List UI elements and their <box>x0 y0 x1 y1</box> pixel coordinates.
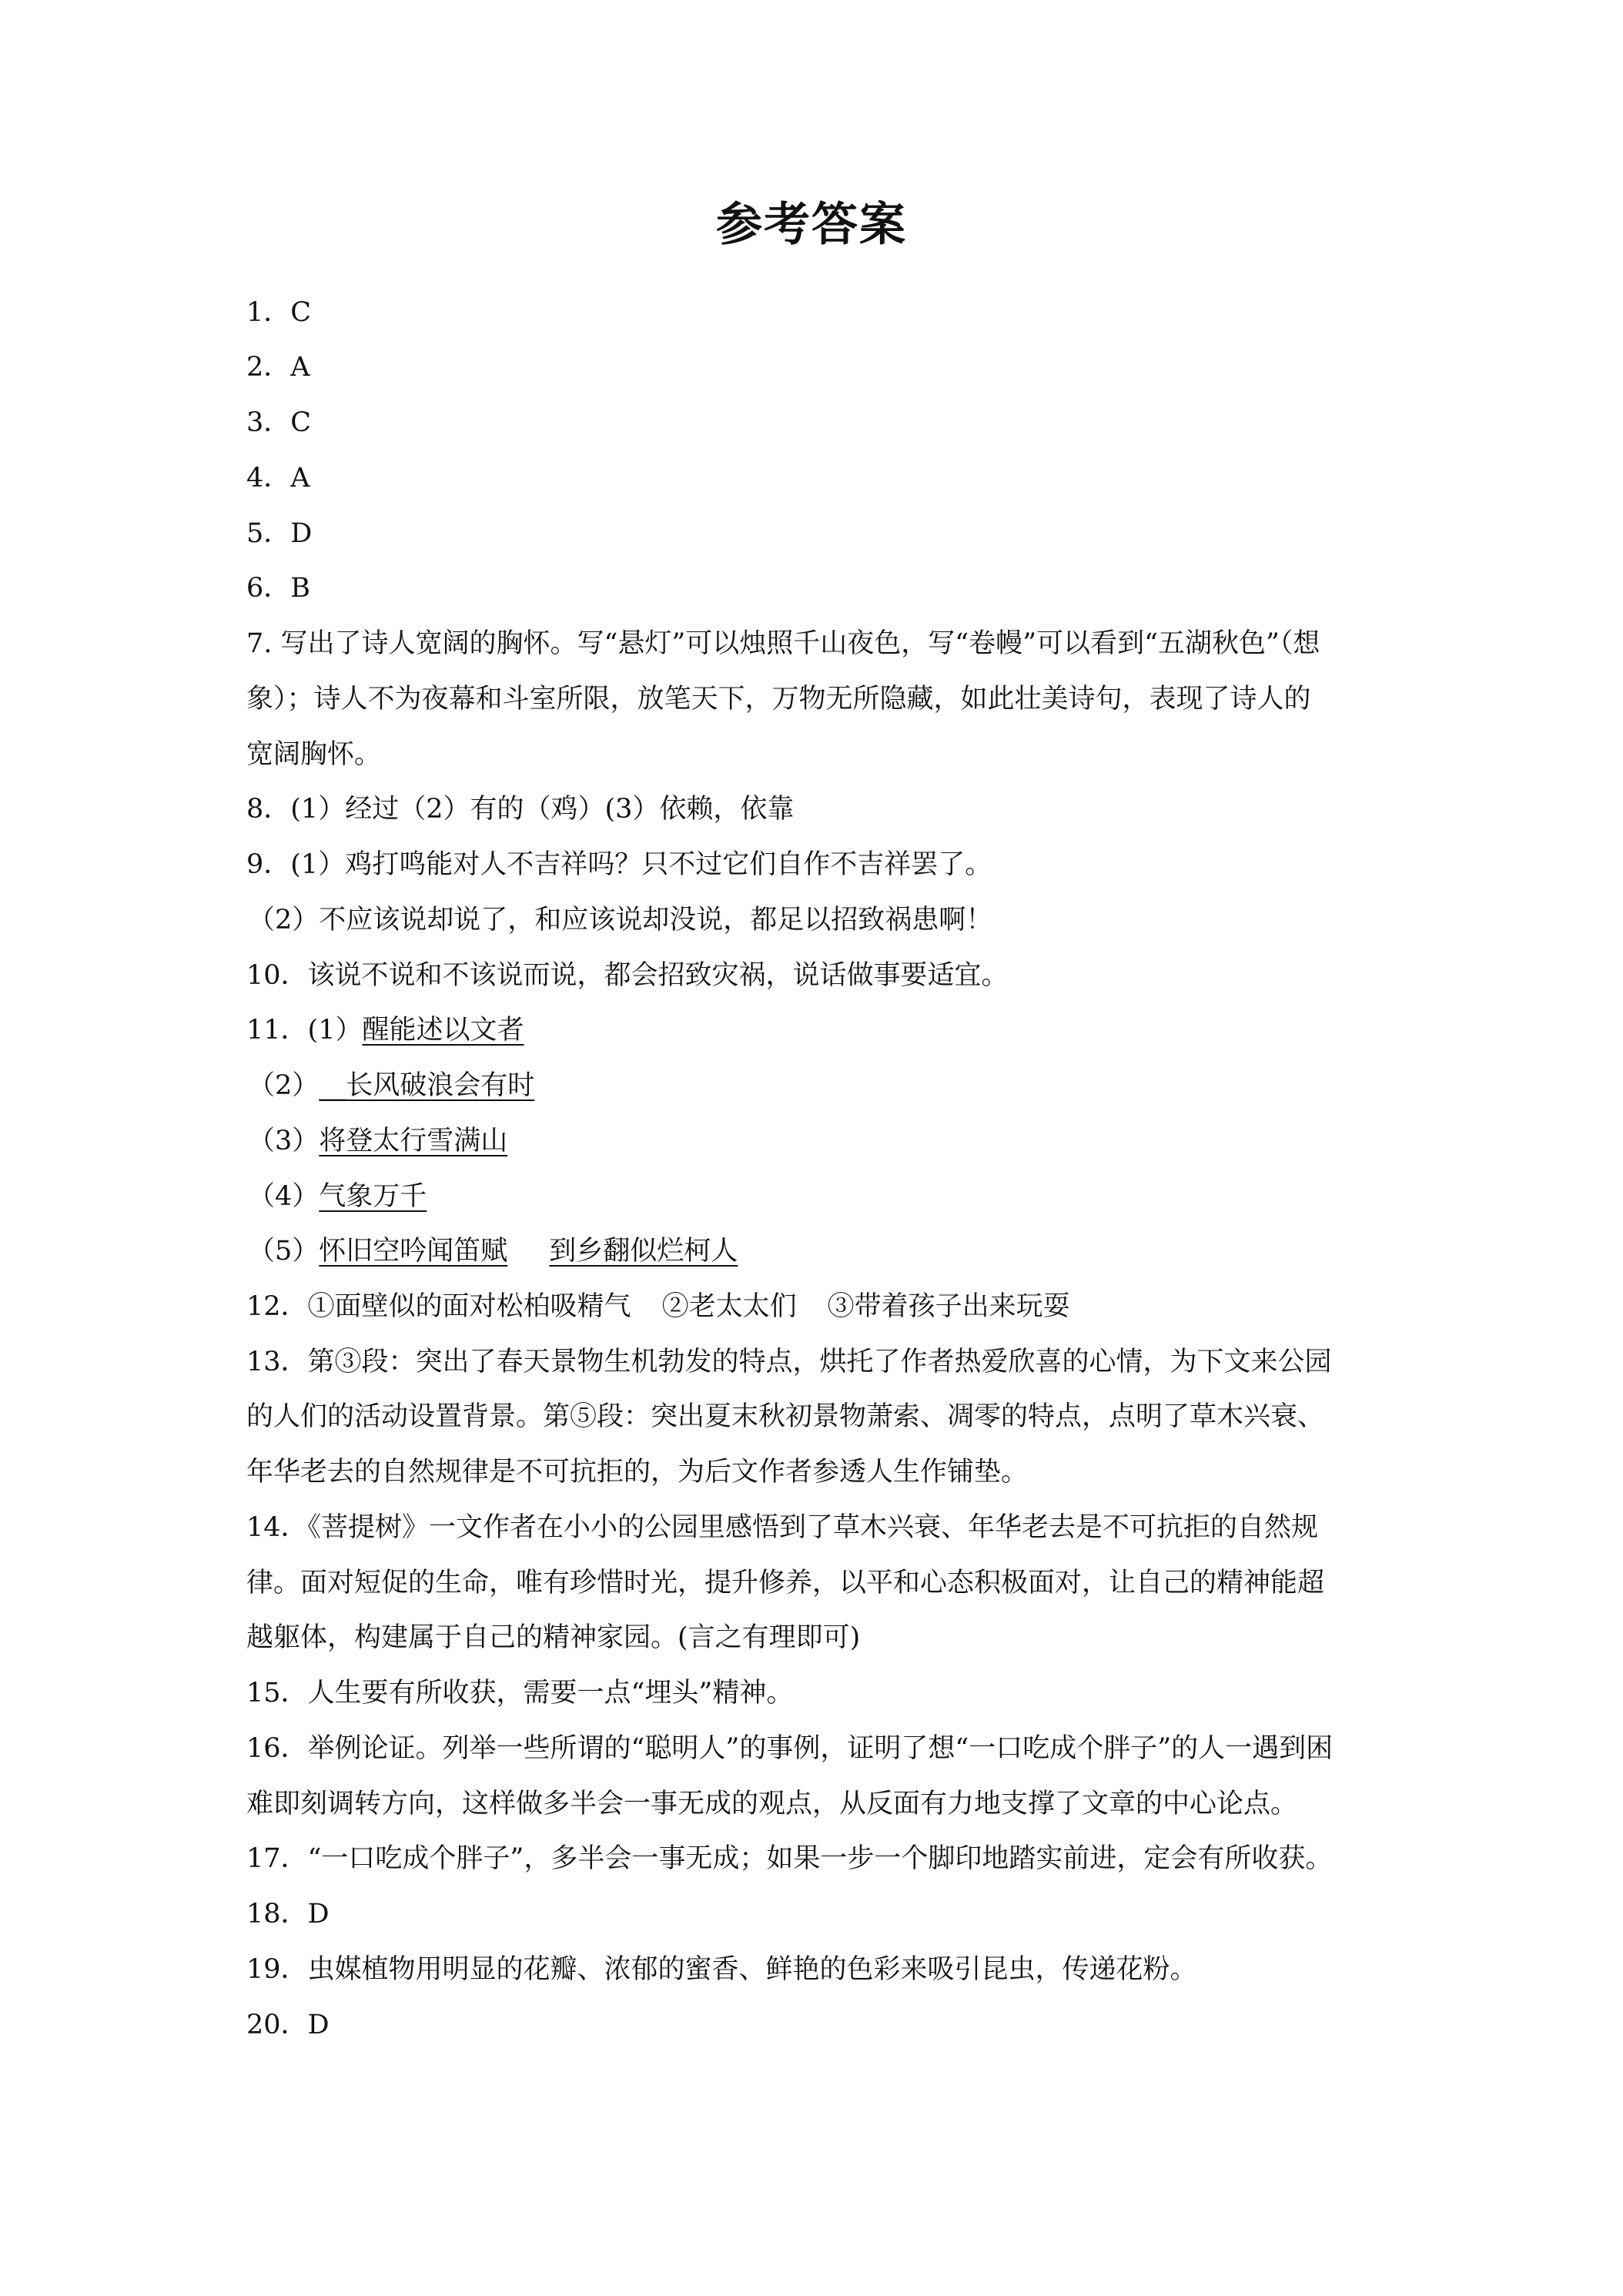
answer-19: 19．虫媒植物用明显的花瓣、浓郁的蜜香、鲜艳的色彩来吸引昆虫，传递花粉。 <box>246 1954 1197 1985</box>
answer-16-line-2: 难即刻调转方向，这样做多半会一事无成的观点，从反面有力地支撑了文章的中心论点。 <box>246 1789 1298 1819</box>
answer-12-prefix: 12． <box>246 1291 308 1322</box>
answer-12 <box>246 1287 1386 1326</box>
answer-11-4-fill: 气象万千 <box>319 1181 427 1212</box>
answer-11-5-prefix: （5） <box>248 1236 320 1267</box>
answer-11-2 <box>248 1066 1387 1105</box>
answer-4: 4．A <box>246 463 310 494</box>
answer-13-line-1: 13．第③段：突出了春天景物生机勃发的特点，烘托了作者热爱欣喜的心情，为下文来公园 <box>246 1347 1332 1377</box>
answer-14-line-2: 律。面对短促的生命，唯有珍惜时光，提升修养，以平和心态积极面对，让自己的精神能超 <box>246 1568 1325 1598</box>
answer-14-line-1: 14．《菩提树》一文作者在小小的公园里感悟到了草木兴衰、年华老去是不可抗拒的自然规 <box>246 1512 1319 1543</box>
answer-10: 10．该说不说和不该说而说，都会招致灾祸，说话做事要适宜。 <box>246 960 1009 991</box>
answer-11-3-prefix: （3） <box>248 1126 320 1156</box>
answer-7-line-1: 7. 写出了诗人宽阔的胸怀。写“悬灯”可以烛照千山夜色，写“卷幔”可以看到“五湖秋色”（想 <box>246 628 1320 659</box>
answer-7-line-3: 宽阔胸怀。 <box>246 739 382 770</box>
answer-11-1 <box>246 1011 1386 1049</box>
answer-11-5 <box>248 1232 1387 1270</box>
answer-11-1-fill: 醒能述以文者 <box>362 1015 524 1046</box>
answer-20: 20．D <box>246 2010 330 2040</box>
answer-2: 2．A <box>246 352 310 383</box>
answer-16-line-1: 16．举例论证。列举一些所谓的“聪明人”的事例，证明了想“一口吃成个胖子”的人一遇到困 <box>246 1733 1334 1764</box>
answer-15: 15．人生要有所收获，需要一点“埋头”精神。 <box>246 1678 794 1709</box>
answer-18: 18．D <box>246 1899 330 1930</box>
answer-17: 17．“一口吃成个胖子”，多半会一事无成；如果一步一个脚印地踏实前进，定会有所收获。 <box>246 1843 1333 1874</box>
answer-11-2-fill: __长风破浪会有时 <box>319 1070 535 1101</box>
answer-14-line-3: 越躯体，构建属于自己的精神家园。(言之有理即可) <box>246 1622 861 1653</box>
answer-5: 5．D <box>246 518 313 549</box>
answer-9-line-2: （2）不应该说却说了，和应该说却没说，都足以招致祸患啊！ <box>248 905 993 935</box>
answer-3: 3．C <box>246 407 312 438</box>
answer-13-line-2: 的人们的活动设置背景。第⑤段：突出夏末秋初景物萧索、凋零的特点，点明了草木兴衰、 <box>246 1401 1325 1432</box>
answer-11-5-fill-a: 怀旧空吟闻笛赋 <box>319 1236 508 1267</box>
answer-6: 6．B <box>246 573 310 604</box>
answer-8: 8．(1）经过（2）有的（鸡）(3）依赖，依靠 <box>246 794 795 825</box>
answer-7-line-2: 象）；诗人不为夜幕和斗室所限，放笔天下，万物无所隐藏，如此壮美诗句，表现了诗人的 <box>246 684 1311 715</box>
answer-12-part-2: ②老太太们 <box>661 1291 797 1322</box>
answer-11-5-fill-b: 到乡翻似烂柯人 <box>549 1236 738 1267</box>
answer-11-4-prefix: （4） <box>248 1181 320 1212</box>
answer-11-3 <box>248 1122 1387 1160</box>
answer-12-part-3: ③带着孩子出来玩耍 <box>827 1291 1070 1322</box>
answer-13-line-3: 年华老去的自然规律是不可抗拒的，为后文作者参透人生作铺垫。 <box>246 1457 1029 1488</box>
answer-11-1-prefix: 11．(1） <box>246 1015 363 1046</box>
answer-12-part-1: ①面壁似的面对松柏吸精气 <box>307 1291 631 1322</box>
answer-11-4 <box>248 1177 1387 1216</box>
answer-1: 1．C <box>246 297 312 328</box>
page-title: 参考答案 <box>716 198 907 252</box>
answer-11-3-fill: 将登太行雪满山 <box>319 1126 508 1156</box>
answer-11-2-prefix: （2） <box>248 1070 320 1101</box>
answer-9-line-1: 9．(1）鸡打鸣能对人不吉祥吗？只不过它们自作不吉祥罢了。 <box>246 849 992 880</box>
